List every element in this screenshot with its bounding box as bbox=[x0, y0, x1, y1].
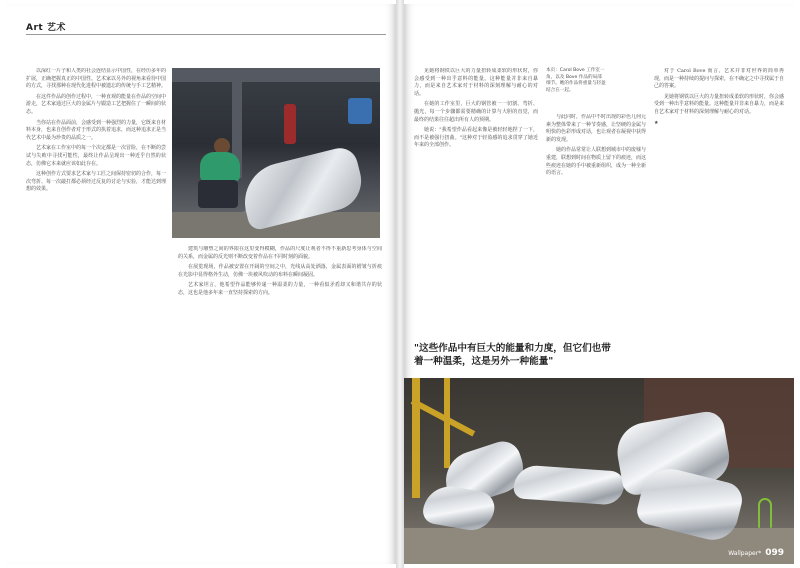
left-column-2 bbox=[178, 246, 382, 550]
workshop-photo bbox=[172, 68, 380, 238]
right-column-2 bbox=[546, 114, 646, 336]
green-wire-icon bbox=[758, 498, 772, 528]
section-rule bbox=[26, 34, 386, 35]
paragraph: 她说："我希望作品看起来像是被轻轻地捏了一下，而不是被强行扭曲。"这种对于轻盈感的追求贯穿了她近年来的全部创作。 bbox=[414, 127, 538, 149]
watermark-subtitle: ZHENART.COM bbox=[78, 533, 122, 540]
photo-floor bbox=[404, 528, 794, 564]
worker-body bbox=[200, 152, 240, 182]
photo-beam bbox=[172, 68, 380, 82]
watermark bbox=[52, 520, 122, 542]
worker-legs bbox=[198, 180, 238, 208]
paragraph: 见她将钢铁以巨大的力量扭转成柔软的形状时，你会感受到一种出乎意料的能量。这种能量并非来自暴力，而是来自艺术家对于材料的深刻理解与耐心的对话。 bbox=[414, 68, 538, 97]
left-page bbox=[6, 4, 396, 564]
photo-crane-arm bbox=[411, 398, 476, 436]
paragraph: 艺术家在工作室中的每一个决定都是一次冒险，在不断的尝试与失败中寻找可能性，最终让作品呈现出一种近乎自然的状态，仿佛它本来就应该如此存在。 bbox=[26, 145, 166, 167]
spine-gutter bbox=[396, 0, 404, 568]
brand-name: Wallpaper* bbox=[728, 550, 762, 557]
photo-machine bbox=[348, 98, 372, 124]
paragraph: 以深红一片子和人类的社会连结显示中国性，在经历多年的扩展，正确把握真正的中国性。艺术家以另外的视角来看待中国的方式，寻找那种在现代化进程中被遗忘的传统与手工艺精神。 bbox=[26, 68, 166, 90]
end-mark-icon: ★ bbox=[654, 119, 659, 126]
watermark-text bbox=[78, 523, 122, 540]
paragraph: 艺术家坦言，他希望作品能够传递一种温柔的力量，一种看似矛盾却又和谐共存的状态，这也是他多年来一直坚持探索的方向。 bbox=[178, 282, 382, 296]
sculpture-photo bbox=[404, 378, 794, 564]
watermark-logo-icon bbox=[52, 520, 74, 542]
paragraph: 见她将钢铁以巨大的力量扭转成柔软的形状时，你会感受到一种出乎意料的能量。这种能量并非来自暴力，而是来自艺术家对于材料的深刻理解与耐心的对话。 bbox=[654, 93, 784, 115]
photo-crane-post-2 bbox=[444, 378, 450, 468]
pull-quote-line: "这些作品中有巨大的能量和力度，但它们也带 bbox=[414, 343, 611, 354]
photo-crane-post bbox=[412, 378, 420, 498]
paragraph: 她的作品常常让人联想到城市中的废墟与重建，联想到时间在物质上留下的痕迹，而这些痕迹在她的手中被重新组织，成为一种全新的语言。 bbox=[546, 147, 646, 177]
sculpture-fold-3 bbox=[513, 464, 625, 506]
pull-quote-line: 着一种温柔，这是另外一种能量" bbox=[414, 356, 554, 367]
page-number: 099 bbox=[765, 548, 784, 558]
paragraph: 建筑与雕塑之间的界限在这里变得模糊，作品的尺度让观者不得不重新思考身体与空间的关系，而金属的反光则不断改变着作品在不同时刻的面貌。 bbox=[178, 246, 382, 260]
right-column-1 bbox=[414, 68, 538, 336]
photo-gas-tank bbox=[284, 104, 296, 144]
right-column-3 bbox=[654, 68, 784, 336]
left-column-1 bbox=[26, 68, 166, 548]
paragraph: 这种创作方式要求艺术家与工匠之间保持密切的合作，每一次弯折、每一次敲打都必须经过反复的讨论与实验，才能达到理想的效果。 bbox=[26, 171, 166, 193]
photo-worker bbox=[192, 138, 244, 212]
paragraph: 对于 Carol Bove 而言，艺术并非对世界的简单再现，而是一种持续的提问与探索，在不确定之中寻找属于自己的答案。 bbox=[654, 68, 784, 90]
paragraph: 在这件作品的创作过程中，一种直观的能量在作品的空间中游走，艺术家通过巨大的金属片与锻造工艺把握住了一瞬间的状态。 bbox=[26, 93, 166, 115]
right-page bbox=[404, 4, 794, 564]
watermark-title: 崇真艺客 bbox=[78, 521, 122, 535]
paragraph: 与此同时，作品中不时出现的彩色几何元素为整体带来了一种节奏感，让坚硬的金属与明快的色彩形成对话，也让观者在凝视中获得新的发现。 bbox=[546, 114, 646, 143]
paragraph: 在展览现场，作品被安置在开阔的空间之中，光线从高处洒落，金属表面的褶皱与折痕在光影中显得格外生动，仿佛一块被风吹动的布料在瞬间凝固。 bbox=[178, 264, 382, 278]
pull-quote bbox=[414, 342, 784, 368]
paragraph: 在她的工作室里，巨大的钢管被一一切割、弯折、抛光，每一个步骤都需要精确的计算与大胆的直觉，而最终的结果往往超出所有人的预期。 bbox=[414, 101, 538, 123]
folio bbox=[728, 548, 784, 558]
photo-caption: 本页：Carol Bove 工作室一角，以及 Bove 作品的局部细节。她的作品将重量与轻盈结合在一起。 bbox=[546, 68, 606, 93]
paragraph: 当你站在作品面前，会感受到一种强烈的力量，它既来自材料本身，也来自创作者对于形式的执着追求，而这种追求正是当代艺术中最为珍贵的品质之一。 bbox=[26, 119, 166, 141]
section-label: Art 艺术 bbox=[26, 23, 66, 33]
